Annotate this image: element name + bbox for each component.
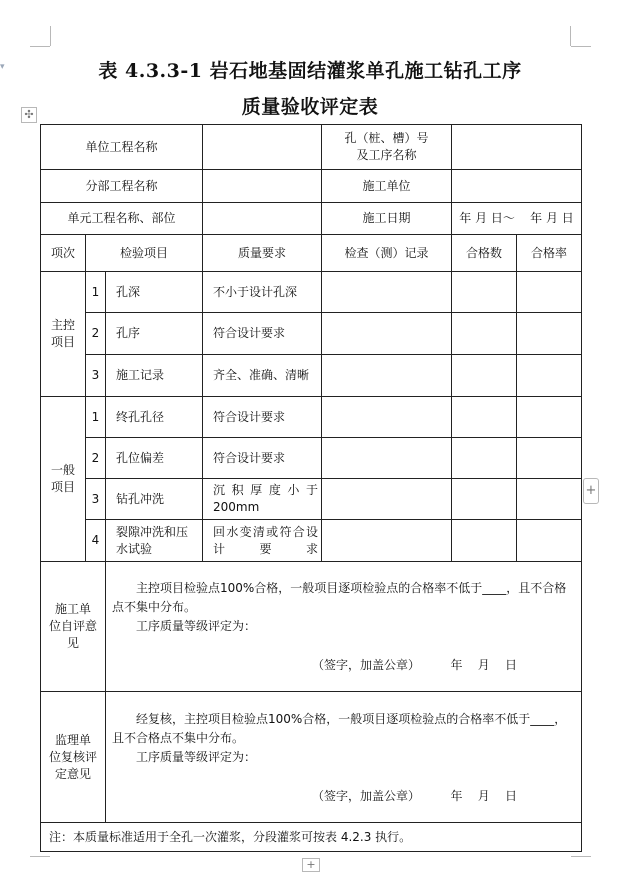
- table-note: 注：本质量标准适用于全孔一次灌浆，分段灌浆可按表 4.2.3 执行。: [41, 823, 582, 852]
- table-row-requirement: 齐全、准确、清晰: [203, 355, 322, 397]
- table-row-item: 施工记录: [106, 355, 203, 397]
- hole-process-label: 孔（桩、槽）号 及工序名称: [322, 125, 452, 170]
- table-row-requirement: 不小于设计孔深: [203, 272, 322, 313]
- record-cell[interactable]: [322, 313, 452, 355]
- crop-mark-bottom-left-h: [30, 856, 50, 857]
- table-row-item: 裂隙冲洗和压水试验: [106, 520, 203, 562]
- table-row-requirement: 回水变清或符合设计要求: [203, 520, 322, 562]
- main-group-label: 主控 项目: [41, 272, 86, 397]
- construction-date-label: 施工日期: [322, 203, 452, 235]
- column-header-pass-rate: 合格率: [517, 235, 582, 272]
- table-row-no: 3: [86, 479, 106, 520]
- pass-rate-cell[interactable]: [517, 520, 582, 562]
- crop-mark-bottom-right-h: [571, 856, 591, 857]
- review-text: 经复核，主控项目检验点100%合格，一般项目逐项检验点的合格率不低于____，且不合格点不集中分布。: [112, 711, 567, 745]
- review-signature: （签字，加盖公章） 年 月 日: [311, 788, 518, 803]
- hole-process-value[interactable]: [452, 125, 582, 170]
- column-header-pass-count: 合格数: [452, 235, 517, 272]
- unit-project-label: 单位工程名称: [41, 125, 203, 170]
- table-row-no: 3: [86, 355, 106, 397]
- table-row-no: 1: [86, 397, 106, 438]
- self-eval-content[interactable]: [106, 562, 582, 692]
- document-title-line1: 表 4.3.3-1 岩石地基固结灌浆单孔施工钻孔工序: [98, 60, 522, 82]
- column-header-record: 检查（测）记录: [322, 235, 452, 272]
- crop-mark-top-right-h: [571, 46, 591, 47]
- pass-rate-cell[interactable]: [517, 438, 582, 479]
- self-eval-text: 主控项目检验点100%合格，一般项目逐项检验点的合格率不低于____，且不合格点不集中分布。: [112, 581, 567, 614]
- pass-rate-cell[interactable]: [517, 479, 582, 520]
- pass-rate-cell[interactable]: [517, 397, 582, 438]
- pass-rate-cell[interactable]: [517, 355, 582, 397]
- crop-mark-top-right-v: [570, 26, 571, 46]
- review-label: 监理单 位复核评 定意见: [41, 692, 106, 823]
- record-cell[interactable]: [322, 520, 452, 562]
- review-content[interactable]: [106, 692, 582, 823]
- self-eval-grade: 工序质量等级评定为：: [136, 619, 257, 633]
- table-row-item: 孔位偏差: [106, 438, 203, 479]
- pass-rate-cell[interactable]: [517, 272, 582, 313]
- table-row-item: 孔序: [106, 313, 203, 355]
- record-cell[interactable]: [322, 272, 452, 313]
- pass-count-cell[interactable]: [452, 272, 517, 313]
- record-cell[interactable]: [322, 355, 452, 397]
- pass-count-cell[interactable]: [452, 397, 517, 438]
- table-row-item: 终孔孔径: [106, 397, 203, 438]
- general-group-label: 一般 项目: [41, 397, 86, 562]
- table-row-requirement: 符合设计要求: [203, 313, 322, 355]
- review-grade: 工序质量等级评定为：: [136, 749, 257, 764]
- construction-date-value[interactable]: 年 月 日～ 年 月 日: [452, 203, 582, 235]
- record-cell[interactable]: [322, 438, 452, 479]
- table-row-no: 4: [86, 520, 106, 562]
- table-row-no: 2: [86, 438, 106, 479]
- self-eval-label: 施工单 位自评意 见: [41, 562, 106, 692]
- table-row-requirement: 符合设计要求: [203, 438, 322, 479]
- sub-project-value[interactable]: [203, 170, 322, 203]
- pass-count-cell[interactable]: [452, 313, 517, 355]
- table-row-item: 孔深: [106, 272, 203, 313]
- construction-unit-label: 施工单位: [322, 170, 452, 203]
- add-row-plus-icon[interactable]: +: [302, 858, 320, 872]
- table-move-handle-icon[interactable]: ✣: [21, 107, 37, 123]
- record-cell[interactable]: [322, 479, 452, 520]
- table-row-requirement: 符合设计要求: [203, 397, 322, 438]
- pass-count-cell[interactable]: [452, 479, 517, 520]
- table-row-no: 1: [86, 272, 106, 313]
- record-cell[interactable]: [322, 397, 452, 438]
- crop-mark-top-left-v: [50, 26, 51, 46]
- sub-project-label: 分部工程名称: [41, 170, 203, 203]
- pass-count-cell[interactable]: [452, 355, 517, 397]
- table-row-requirement: 沉积厚度小于200mm: [203, 479, 322, 520]
- document-title-line2: 质量验收评定表: [241, 96, 379, 118]
- column-header-requirement: 质量要求: [203, 235, 322, 272]
- pass-rate-cell[interactable]: [517, 313, 582, 355]
- unit-project-value[interactable]: [203, 125, 322, 170]
- element-project-label: 单元工程名称、部位: [41, 203, 203, 235]
- crop-mark-top-left-h: [30, 46, 50, 47]
- pass-count-cell[interactable]: [452, 520, 517, 562]
- column-header-item: 检验项目: [86, 235, 203, 272]
- self-eval-signature: （签字，加盖公章） 年 月 日: [311, 658, 518, 672]
- add-column-plus-icon[interactable]: +: [583, 478, 599, 504]
- table-row-item: 钻孔冲洗: [106, 479, 203, 520]
- quality-evaluation-table: [40, 124, 582, 852]
- element-project-value[interactable]: [203, 203, 322, 235]
- collapse-marker-icon[interactable]: ▾: [0, 62, 5, 72]
- construction-unit-value[interactable]: [452, 170, 582, 203]
- column-header-index: 项次: [41, 235, 86, 272]
- pass-count-cell[interactable]: [452, 438, 517, 479]
- table-row-no: 2: [86, 313, 106, 355]
